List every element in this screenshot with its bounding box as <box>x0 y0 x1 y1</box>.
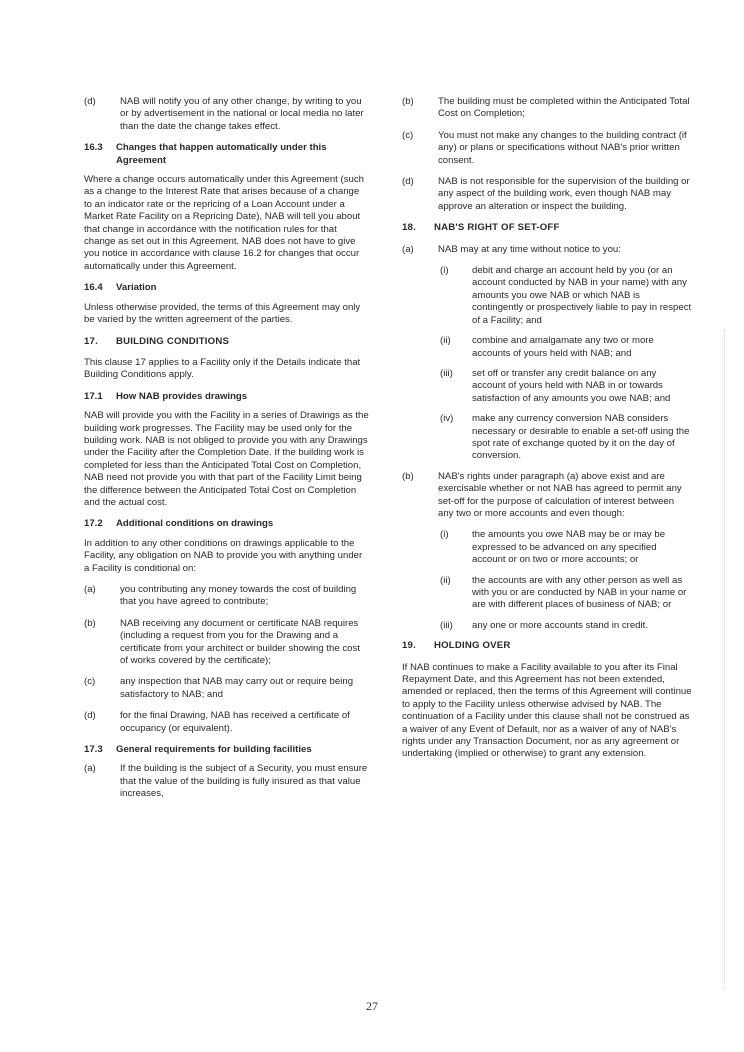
clause-17-body: This clause 17 applies to a Facility only if the Details indicate that Building Conditions apply. <box>84 356 361 381</box>
item-label: (c) <box>402 129 414 141</box>
clause-18-item-b <box>402 471 692 521</box>
heading-number: 17.3 <box>84 744 103 756</box>
subitem-iv <box>438 413 692 463</box>
heading-title: BUILDING CONDITIONS <box>116 335 230 347</box>
subitem-i <box>438 529 692 566</box>
item-text: You must not make any changes to the building contract (if any) or plans or specifications without NAB's prior written consent. <box>438 129 687 166</box>
heading-title: HOLDING OVER <box>434 640 511 652</box>
item-text: NAB receiving any document or certificate NAB requires (including a request from you for the Drawing and a certificate from your architect or builder showing the cost of works covered by the certificate); <box>120 617 360 667</box>
heading-17-2 <box>84 518 369 530</box>
item-text: NAB will notify you of any other change, by writing to you or by advertisement in the national or local media no later than the date the change takes effect. <box>120 96 364 132</box>
clause-17-3-item-b <box>402 96 692 121</box>
item-text: NAB may at any time without notice to you: <box>438 243 621 255</box>
clause-17-2-body: In addition to any other conditions on drawings applicable to the Facility, any obligation on NAB to provide you with anything under a Facility is conditional on: <box>84 537 363 574</box>
heading-number: 19. <box>402 640 416 652</box>
clause-17-3-item-a <box>84 763 369 800</box>
item-label: (a) <box>402 243 414 255</box>
clause-17-1-body: NAB will provide you with the Facility in a series of Drawings as the building work progresses. The Facility may be used only for the building work. NAB is not obliged to provide you with any Drawings under the Facility after the Completion Date. If the building work is completed for less than the Anticipated Total Cost on Completion, NAB need not provide you with that part of the Facility Limit being the difference between the Anticipated Total Cost on Completion and the actual cost. <box>84 410 369 508</box>
left-column <box>84 96 369 810</box>
heading-17 <box>84 336 369 348</box>
heading-title: Changes that happen automatically under this Agreement <box>116 142 327 166</box>
subitem-label: (iii) <box>440 619 453 631</box>
item-label: (a) <box>84 763 96 775</box>
scan-artifact-line <box>724 330 726 990</box>
subitem-text: make any currency conversion NAB considers necessary or desirable to enable a set-off using the spot rate of exchange quoted by it on the day of conversion. <box>472 413 690 462</box>
subitem-text: the amounts you owe NAB may be or may be expressed to be advanced on any specified account or on two or more accounts; or <box>472 529 666 566</box>
item-text: NAB is not responsible for the supervision of the building or any aspect of the building work, even though NAB may approve an alteration or inspect the building. <box>438 176 690 212</box>
item-label: (c) <box>84 676 96 688</box>
item-text: you contributing any money towards the cost of building that you have agreed to contribute; <box>120 584 357 608</box>
clause-18-item-a <box>402 244 692 256</box>
heading-title: How NAB provides drawings <box>116 390 248 402</box>
heading-17-1 <box>84 391 369 403</box>
heading-number: 16.3 <box>84 142 103 154</box>
clause-16-3-body: Where a change occurs automatically under this Agreement (such as a change to the Interest Rate that arises because of a change to an indicator rate or the repricing of a Loan Account under a Market Rate Facility on a Repricing Date), NAB will tell you about that change in accordance with the notification rules for that change as set out in this Agreement. NAB does not have to give you notice in accordance with clause 16.2 for changes that occur automatically under this Agreement. <box>84 174 364 272</box>
heading-number: 18. <box>402 222 416 234</box>
subitem-i <box>438 265 692 327</box>
heading-number: 17.2 <box>84 518 103 530</box>
item-label: (b) <box>402 96 414 107</box>
heading-18 <box>402 222 692 234</box>
clause-18-b-subitems <box>402 529 692 632</box>
subitem-label: (ii) <box>440 574 451 586</box>
heading-title: Additional conditions on drawings <box>116 518 274 530</box>
heading-number: 17.1 <box>84 390 103 402</box>
heading-16-4 <box>84 282 369 294</box>
subitem-label: (ii) <box>440 335 451 347</box>
clause-17-3-item-d <box>402 176 692 213</box>
item-label: (b) <box>402 470 414 482</box>
item-label: (d) <box>84 710 96 722</box>
subitem-label: (iv) <box>440 413 454 425</box>
subitem-label: (i) <box>440 529 449 541</box>
item-text: for the final Drawing, NAB has received a certificate of occupancy (or equivalent). <box>120 710 350 734</box>
clause-17-3-item-c <box>402 130 692 167</box>
subitem-ii <box>438 335 692 360</box>
clause-16-4-body: Unless otherwise provided, the terms of this Agreement may only be varied by the written agreement of the parties. <box>84 301 361 326</box>
item-label: (b) <box>84 617 96 629</box>
heading-title: Variation <box>116 282 157 294</box>
subitem-text: the accounts are with any other person as well as with you or are conducted by NAB in your name or are with different places of business of NAB; or <box>472 574 687 611</box>
item-label: (a) <box>84 584 96 595</box>
item-text: any inspection that NAB may carry out or require being satisfactory to NAB; and <box>120 676 354 700</box>
heading-title: NAB'S RIGHT OF SET-OFF <box>434 222 560 234</box>
item-label: (d) <box>402 176 414 188</box>
heading-17-3 <box>84 744 369 756</box>
clause-17-2-item-c <box>84 676 369 701</box>
heading-number: 16.4 <box>84 282 103 294</box>
subitem-text: set off or transfer any credit balance on any account of yours held with NAB in or towards satisfaction of any amounts you owe NAB; and <box>472 367 671 404</box>
heading-19 <box>402 640 692 652</box>
subitem-text: combine and amalgamate any two or more accounts of yours held with NAB; and <box>472 335 654 359</box>
subitem-text: any one or more accounts stand in credit. <box>472 619 648 631</box>
item-text: NAB's rights under paragraph (a) above exist and are exercisable whether or not NAB has agreed to permit any set-off for the purpose of calculation of interest between any two or more accounts and even though: <box>438 470 682 519</box>
clause-17-2-item-a <box>84 584 369 609</box>
clause-17-2-item-d <box>84 710 369 735</box>
item-text: If the building is the subject of a Security, you must ensure that the value of the building is fully insured as that value increases, <box>120 763 368 800</box>
subitem-iii <box>438 368 692 405</box>
subitem-iii <box>438 620 692 632</box>
item-label: (d) <box>84 96 96 107</box>
right-column <box>402 96 692 770</box>
clause-19-body: If NAB continues to make a Facility available to you after its Final Repayment Date, and this Agreement has not been extended, amended or replaced, then the terms of this Agreement will continue to apply to the Facility unless otherwise advised by NAB. The continuation of a Facility under this clause shall not be construed as a waiver of any Event of Default, nor as a waiver of any of NAB's rights under any Transaction Document, nor as any agreement or undertaking (implied or otherwise) to grant any extension. <box>402 661 692 760</box>
heading-16-3 <box>84 142 369 167</box>
subitem-label: (i) <box>440 265 449 277</box>
heading-number: 17. <box>84 335 98 347</box>
page-number: 27 <box>366 999 378 1013</box>
clause-16-2-item-d <box>84 96 369 133</box>
subitem-ii <box>438 575 692 612</box>
heading-title: General requirements for building facilities <box>116 744 312 756</box>
clause-17-2-item-b <box>84 618 369 668</box>
item-text: The building must be completed within the Anticipated Total Cost on Completion; <box>438 96 690 120</box>
clause-18-a-subitems <box>402 265 692 463</box>
subitem-label: (iii) <box>440 367 453 379</box>
subitem-text: debit and charge an account held by you (or an account conducted by NAB in your name) with any amounts you owe NAB or which NAB is contingently or prospectively liable to pay in respect of a Facility; and <box>472 265 692 326</box>
